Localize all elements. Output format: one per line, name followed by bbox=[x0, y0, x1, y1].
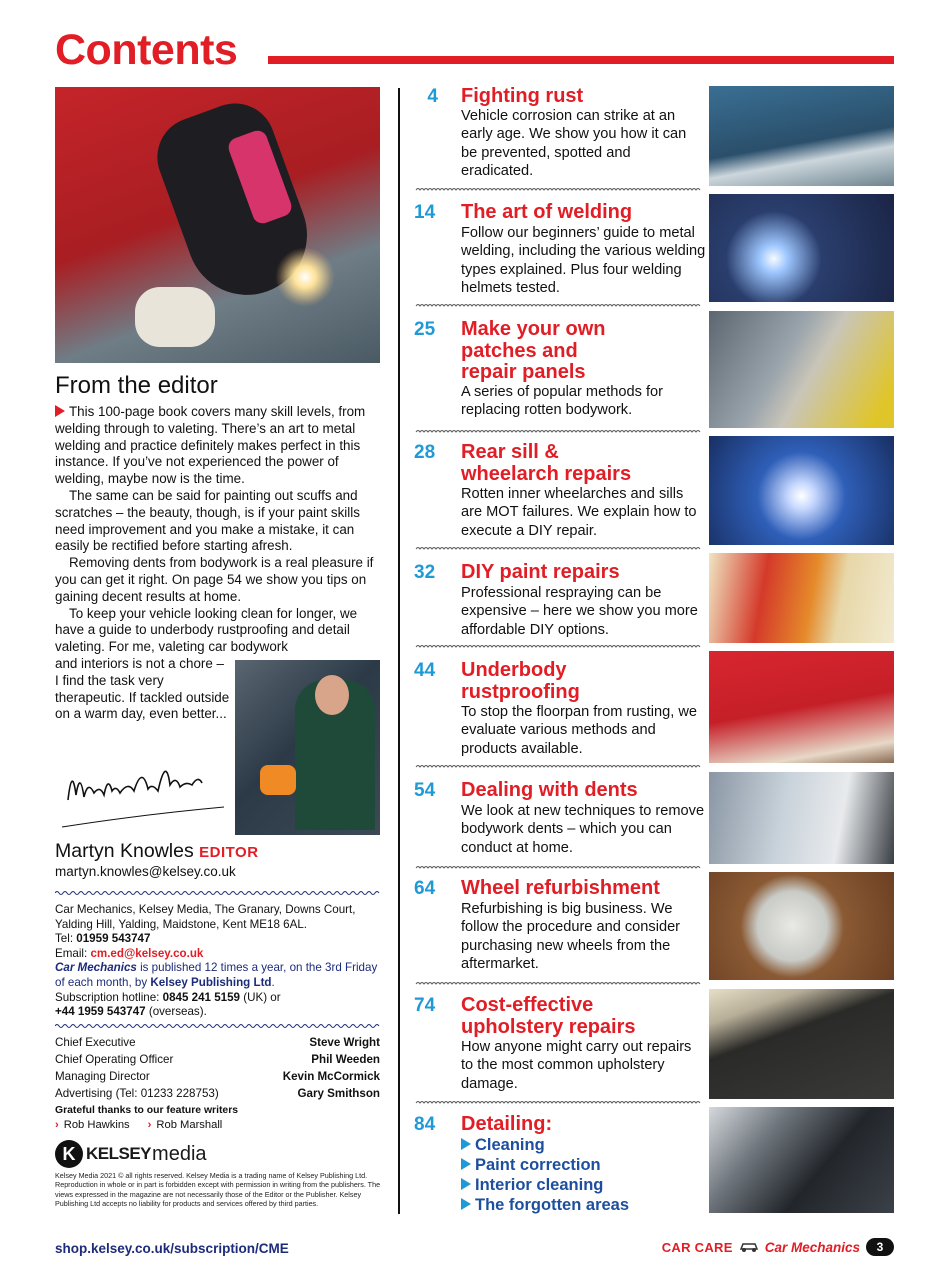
kelsey-media-logo: K KELSEY media bbox=[55, 1140, 207, 1168]
page-number: 74 bbox=[414, 995, 436, 1016]
editor-paragraph: and interiors is not a chore – I find the task very therapeutic. If tackled outside on a warm day, even better... bbox=[55, 655, 230, 722]
contents-entry[interactable] bbox=[414, 319, 704, 424]
welding-thumbnail bbox=[709, 194, 894, 302]
entry-title: Make your own patches and repair panels bbox=[461, 318, 606, 383]
entry-title: Detailing: bbox=[461, 1113, 553, 1135]
entry-title: DIY paint repairs bbox=[461, 561, 620, 583]
entry-title: The art of welding bbox=[461, 201, 633, 223]
contents-entry[interactable] bbox=[414, 780, 704, 865]
dent-thumbnail bbox=[709, 772, 894, 864]
upholstery-thumbnail bbox=[709, 989, 894, 1099]
page-number: 54 bbox=[414, 780, 436, 801]
wheel-thumbnail bbox=[709, 872, 894, 980]
page-title: Contents bbox=[55, 26, 238, 74]
editor-name: Martyn Knowles EDITOR bbox=[55, 840, 259, 862]
paint-repair-thumbnail bbox=[709, 553, 894, 643]
contents-entry[interactable] bbox=[414, 442, 704, 547]
entry-description: To stop the floorpan from rusting, we evaluate various methods and products available. bbox=[461, 704, 698, 757]
entry-description: Vehicle corrosion can strike at an early age. We show you how it can be prevented, spotted and eradicated. bbox=[461, 108, 687, 180]
page-number: 64 bbox=[414, 878, 436, 899]
wavy-divider bbox=[55, 1023, 381, 1029]
page-number: 44 bbox=[414, 660, 436, 681]
entry-description: Professional respraying can be expensive – here we show you more affordable DIY options. bbox=[461, 585, 698, 638]
address: Car Mechanics, Kelsey Media, The Granary, Downs Court, Yalding Hill, Yalding, Maidstone, Kent ME18 6AL. bbox=[55, 903, 356, 931]
staff-row: Managing Director Kevin McCormick bbox=[55, 1070, 380, 1083]
page-number: 32 bbox=[414, 562, 436, 583]
legal-notice: Kelsey Media 2021 © all rights reserved. Kelsey Media is a trading name of Kelsey Publishing Ltd. Reproduction in whole or in part is forbidden except with permission in writing from the publishers. The views expressed in the magazine are not necessarily those of the Editor or the Publisher. Kelsey Publishing Ltd accepts no liability for products and services offered by third parties. bbox=[55, 1171, 381, 1208]
title-rule bbox=[268, 56, 894, 64]
editor-signature bbox=[58, 745, 228, 835]
page-number: 4 bbox=[427, 86, 438, 107]
entry-description: Refurbishing is big business. We follow the procedure and consider purchasing new wheels from the aftermarket. bbox=[461, 901, 681, 973]
contact-block: Car Mechanics, Kelsey Media, The Granary, Downs Court, Yalding Hill, Yalding, Maidstone, Kent ME18 6AL. Tel: 01959 543747 Email: cm.ed@kelsey.co.uk Car Mechanics is published 12 times a year, on the 3rd Friday of each month, by Kelsey Publishing Ltd. Subscription hotline: 0845 241 5159 (UK) or +44 1959 543747 (overseas). bbox=[55, 903, 385, 1020]
wavy-separator bbox=[416, 766, 700, 768]
entry-description: A series of popular methods for replacing rotten bodywork. bbox=[461, 384, 663, 419]
entry-subitem: Cleaning bbox=[461, 1136, 545, 1156]
column-divider bbox=[398, 88, 400, 1214]
entry-subitem: Interior cleaning bbox=[461, 1176, 603, 1196]
contents-entry[interactable] bbox=[414, 660, 704, 760]
page-number: 25 bbox=[414, 319, 436, 340]
footer-brand: CAR CARE Car Mechanics 3 bbox=[662, 1238, 894, 1256]
patch-panel-thumbnail bbox=[709, 311, 894, 428]
entry-title: Underbody rustproofing bbox=[461, 659, 580, 703]
wavy-separator bbox=[416, 305, 700, 307]
entry-title: Cost-effective upholstery repairs bbox=[461, 994, 636, 1038]
contents-entry[interactable] bbox=[414, 1114, 704, 1219]
editor-paragraph: This 100-page book covers many skill levels, from welding through to valeting. There’s an art to metal welding and practice definitely makes perfect in this instance. If you’ve not experienced the power of welding, maybe now is the time. bbox=[55, 404, 366, 487]
chevron-right-icon: › bbox=[55, 1119, 59, 1131]
editor-photo bbox=[235, 660, 380, 835]
staff-row: Advertising (Tel: 01233 228753) Gary Smithson bbox=[55, 1087, 380, 1100]
wavy-separator bbox=[416, 867, 700, 869]
entry-description: We look at new techniques to remove bodywork dents – which you can conduct at home. bbox=[461, 803, 705, 856]
editor-paragraph: To keep your vehicle looking clean for longer, we have a guide to underbody rustproofing and detail valeting. For me, valeting car bodywork bbox=[55, 605, 358, 655]
triangle-bullet-icon bbox=[55, 405, 65, 417]
page-number: 84 bbox=[414, 1114, 436, 1135]
wavy-divider bbox=[55, 890, 381, 896]
entry-title: Fighting rust bbox=[461, 85, 584, 107]
chevron-right-icon: › bbox=[147, 1119, 152, 1131]
editor-heading: From the editor bbox=[55, 372, 218, 399]
car-icon bbox=[739, 1241, 759, 1253]
writer-item: › Rob Hawkins bbox=[55, 1119, 130, 1131]
welding-photo bbox=[55, 87, 380, 363]
entry-title: Rear sill & wheelarch repairs bbox=[461, 441, 632, 485]
writer-item: › Rob Marshall bbox=[147, 1119, 223, 1131]
wavy-separator bbox=[416, 983, 700, 985]
wavy-separator bbox=[416, 1102, 700, 1104]
contents-entry[interactable] bbox=[414, 562, 704, 647]
page-number-badge: 3 bbox=[866, 1238, 894, 1256]
rust-thumbnail bbox=[709, 86, 894, 186]
staff-list bbox=[55, 1034, 380, 1133]
underbody-thumbnail bbox=[709, 651, 894, 763]
entry-description: Rotten inner wheelarches and sills are MOT failures. We explain how to execute a DIY repair. bbox=[461, 486, 697, 539]
contents-entry[interactable] bbox=[414, 86, 704, 186]
entry-title: Wheel refurbishment bbox=[461, 877, 660, 899]
editor-paragraph: The same can be said for painting out scuffs and scratches – the beauty, though, is if your paint skills need improvement and you make a mistake, it can easily be rectified before starting afresh. bbox=[55, 487, 360, 554]
triangle-bullet-icon bbox=[461, 1158, 471, 1170]
wavy-separator bbox=[416, 431, 700, 433]
contents-entry[interactable] bbox=[414, 202, 704, 302]
wavy-separator bbox=[416, 189, 700, 191]
editor-paragraph: Removing dents from bodywork is a real pleasure if you can get it right. On page 54 we show you tips on gaining decent results at home. bbox=[55, 555, 374, 604]
entry-description: Follow our beginners’ guide to metal welding, including the various welding types explained. Plus four welding helmets tested. bbox=[461, 225, 706, 297]
writers-list bbox=[55, 1118, 380, 1133]
writers-thanks: Grateful thanks to our feature writers bbox=[55, 1105, 239, 1116]
page-number: 28 bbox=[414, 442, 436, 463]
contents-entry[interactable] bbox=[414, 878, 704, 978]
sill-repair-thumbnail bbox=[709, 436, 894, 545]
triangle-bullet-icon bbox=[461, 1138, 471, 1150]
staff-row: Chief Operating Officer Phil Weeden bbox=[55, 1053, 380, 1066]
page-number: 14 bbox=[414, 202, 436, 223]
phone-number: 01959 543747 bbox=[76, 932, 151, 946]
entry-description: How anyone might carry out repairs to the most common upholstery damage. bbox=[461, 1039, 692, 1092]
triangle-bullet-icon bbox=[461, 1178, 471, 1190]
triangle-bullet-icon bbox=[461, 1198, 471, 1210]
contents-entry[interactable] bbox=[414, 995, 704, 1095]
staff-row: Chief Executive Steve Wright bbox=[55, 1036, 380, 1049]
editor-email: martyn.knowles@kelsey.co.uk bbox=[55, 864, 236, 879]
entry-subitem: Paint correction bbox=[461, 1156, 601, 1176]
contact-email[interactable]: cm.ed@kelsey.co.uk bbox=[90, 946, 204, 960]
wavy-separator bbox=[416, 548, 700, 550]
entry-title: Dealing with dents bbox=[461, 779, 638, 801]
subscription-link[interactable]: shop.kelsey.co.uk/subscription/CME bbox=[55, 1241, 289, 1256]
entry-subitem: The forgotten areas bbox=[461, 1196, 629, 1216]
detailing-thumbnail bbox=[709, 1107, 894, 1213]
